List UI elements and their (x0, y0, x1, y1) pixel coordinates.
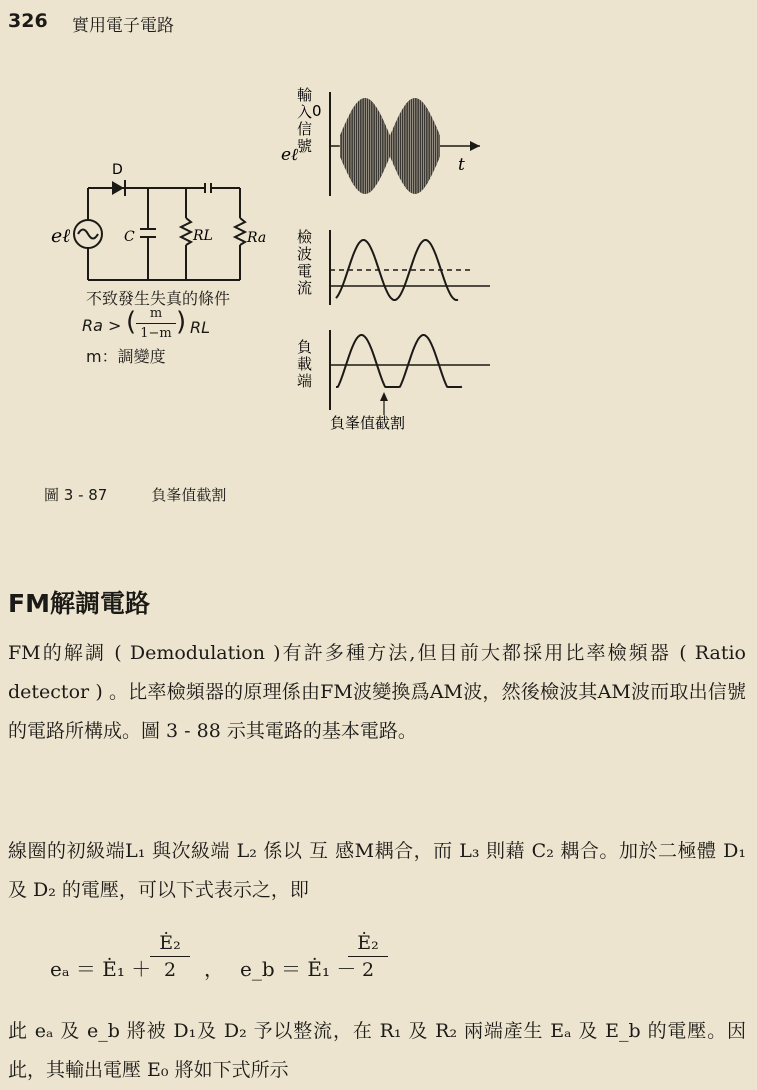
equation-right: e_b ＝ Ė₁ － (240, 957, 357, 981)
label-source: eℓ (51, 225, 71, 247)
condition-title: 不致發生失真的條件 (86, 289, 231, 308)
section-title: FM解調電路 (8, 589, 150, 618)
condition-note: m：調變度 (86, 347, 166, 366)
equation-right-numerator: Ė₂ (357, 932, 379, 954)
equation-right-fraction (348, 932, 388, 981)
condition-lhs: Ra > (82, 316, 122, 335)
label-load: RL (193, 228, 213, 244)
equation-left-numerator: Ė₂ (159, 932, 181, 954)
load-voltage-waveform (330, 330, 490, 415)
paragraph-2: 線圈的初級端L₁ 與次級端 L₂ 係以 互 感M耦合，而 L₃ 則藉 C₂ 耦合。加於二極體 D₁ 及 D₂ 的電壓，可以下式表示之，即 (8, 840, 746, 901)
clip-annotation: 負峯值截割 (330, 414, 406, 432)
input-signal-waveform (330, 92, 480, 196)
label-ac-load: Ra (247, 230, 267, 246)
label-input-symbol: eℓ (281, 145, 299, 165)
circuit-diagram (74, 183, 245, 280)
condition-rhs: RL (190, 318, 211, 337)
vertical-label-load: 負載端 (297, 338, 313, 390)
equation-left: eₐ ＝ Ė₁ ＋ (50, 957, 152, 981)
equation-left-fraction (150, 932, 190, 981)
equation-separator: ， (204, 957, 224, 981)
label-zero: 0 (312, 102, 322, 120)
condition-fraction-denominator: 1−m (140, 326, 172, 341)
equation-right-denominator: 2 (361, 959, 375, 981)
figure-caption (44, 484, 226, 505)
label-capacitor: C (124, 229, 135, 245)
detected-current-waveform (330, 230, 490, 305)
label-time-axis: t (458, 155, 465, 175)
diode-symbol (112, 181, 124, 195)
vertical-label-input: 輸入信號 (297, 86, 313, 155)
running-header: 實用電子電路 (72, 16, 174, 36)
paren-open: ( (126, 307, 137, 337)
paragraph-1: FM的解調 ( Demodulation )有許多種方法,但目前大都採用比率檢頻器 ( Ratio detector ) 。比率檢頻器的原理係由FM波變換爲AM波，然後檢波其AM波而取出信號的電路所構成。圖 3 - 88 示其電路的基本電路。 (8, 642, 746, 742)
condition-fraction (136, 306, 176, 341)
paren-close: ) (176, 307, 187, 337)
figure-caption-text: 負峯值截割 (151, 486, 227, 504)
figure-3-87 (0, 0, 757, 480)
label-diode: D (112, 162, 123, 178)
vertical-label-current: 檢波電流 (297, 228, 313, 297)
paragraph-3: 此 eₐ 及 e_b 將被 D₁及 D₂ 予以整流，在 R₁ 及 R₂ 兩端產生 Eₐ 及 E_b 的電壓。因此，其輸出電壓 E₀ 將如下式所示 (8, 1020, 746, 1081)
figure-caption-number: 圖 3 - 87 (44, 486, 108, 504)
condition-fraction-numerator: m (149, 306, 163, 321)
equation-left-denominator: 2 (163, 959, 177, 981)
page-number: 326 (8, 10, 48, 32)
